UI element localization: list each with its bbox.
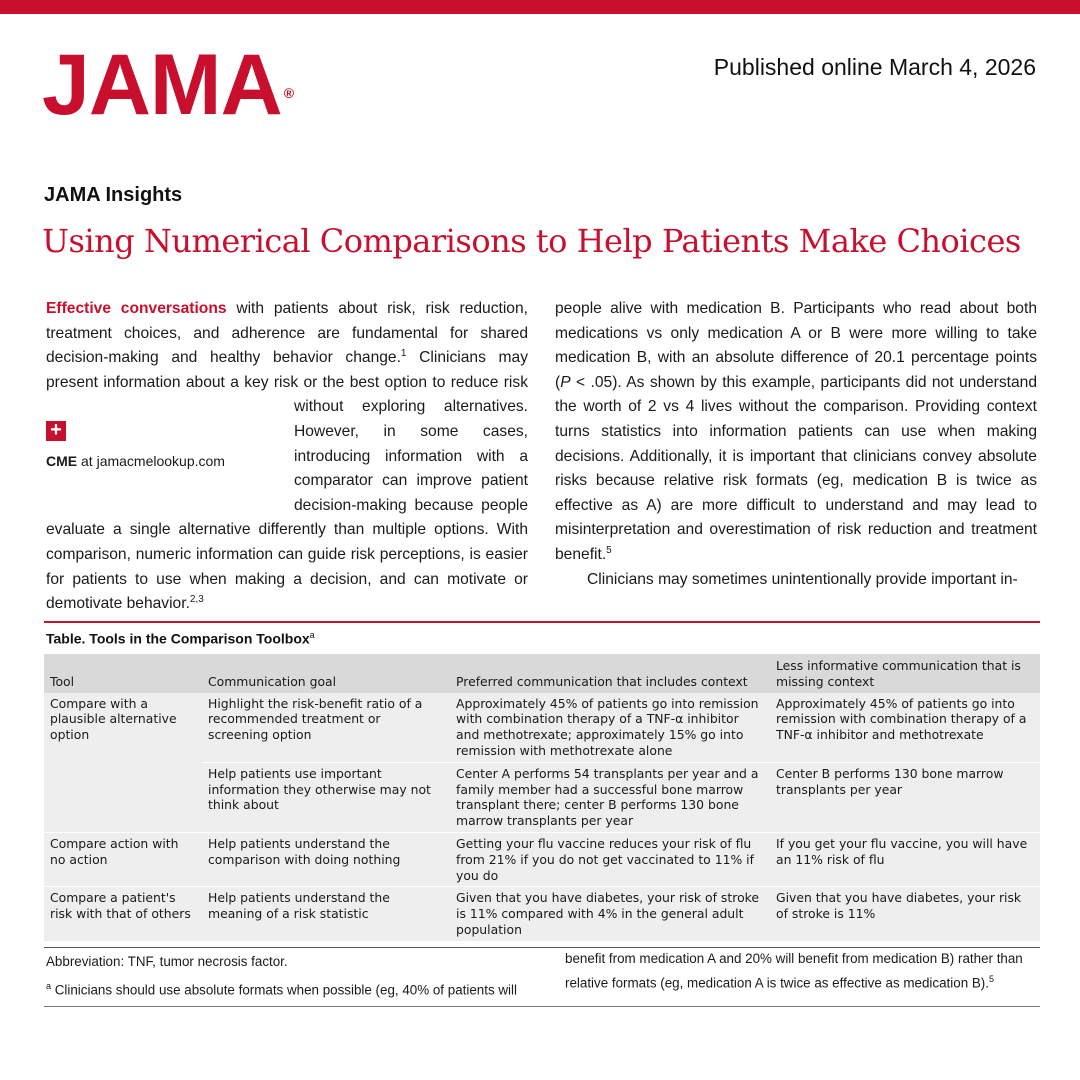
page-bottom-rule — [44, 1006, 1040, 1007]
table-cell-preferred: Center A performs 54 transplants per year and a family member had a successful bone marrow transplant there; center B performs 130 bone marrow transplants per year — [450, 762, 770, 832]
reference-marker[interactable]: 5 — [606, 544, 612, 556]
cme-link[interactable]: CME at jamacmelookup.com — [46, 453, 225, 470]
table-cell-preferred: Given that you have diabetes, your risk of stroke is 11% compared with 4% in the general adult population — [450, 887, 770, 941]
paragraph-intro: Effective conversations with patients about risk, risk reduction, treatment choices, and adherence are fundamental for shared decision-making and healthy behavior change.$^1$ Clinicians may present information about a key risk or the best option to reduce risk + CME at jamacmelookup.com without exploring alternatives. However, in some cases, introducing information with a comparator can improve patient decision-making because people evaluate a single alternative differently than multiple options. With comparison, numeric information can guide risk perceptions, is easier for patients to use when making a decision, and can motivate or demotivate behavior.$^{2,3}$ — [46, 300, 528, 613]
column-header: Less informative communication that is missing context — [770, 654, 1040, 693]
column-header: Preferred communication that includes context — [450, 654, 770, 693]
footnote-a-continued: benefit from medication A and 20% will benefit from medication B) rather than relative formats (eg, medication A is twice as effective as medication B).$^5$ — [565, 951, 1023, 991]
section-label: JAMA Insights — [44, 184, 183, 206]
top-accent-bar — [0, 0, 1080, 14]
reference-marker[interactable]: 2,3 — [189, 593, 204, 605]
table-row — [44, 887, 1040, 941]
table-cell-less: Center B performs 130 bone marrow transplants per year — [770, 762, 1040, 832]
table-cell-less: Given that you have diabetes, your risk of stroke is 11% — [770, 887, 1040, 941]
table-cell-tool: Compare a patient's risk with that of others — [44, 887, 202, 941]
cme-box — [46, 399, 294, 497]
lead-in: Effective conversations — [46, 300, 227, 317]
table-row — [44, 693, 1040, 763]
table-cell-tool: Compare with a plausible alternative option — [44, 693, 202, 833]
table-cell-preferred: Getting your flu vaccine reduces your risk of flu from 21% if you do not get vaccinated to 11% if you do — [450, 832, 770, 886]
table-cell-less: Approximately 45% of patients go into remission with combination therapy of a TNF-α inhibitor and methotrexate — [770, 693, 1040, 763]
publication-date: Published online March 4, 2026 — [713, 54, 1036, 80]
article-column-left — [46, 297, 528, 617]
article-title: Using Numerical Comparisons to Help Patients Make Choices — [42, 222, 1021, 260]
paragraph-next: Clinicians may sometimes unintentionally provide important in- — [587, 570, 1018, 588]
table-cell-goal: Highlight the risk-benefit ratio of a recommended treatment or screening option — [202, 693, 450, 763]
table-cell-tool: Compare action with no action — [44, 832, 202, 886]
article-column-right — [555, 297, 1037, 592]
table-row — [44, 832, 1040, 886]
table-title: Table. Tools in the Comparison Toolbox$^a$ — [46, 630, 315, 647]
comparison-table — [44, 654, 1040, 941]
paragraph-continued: people alive with medication B. Participants who read about both medications vs only medication A or B were more willing to take medication B, with an absolute difference of 20.1 percentage points (P < .05). As shown by this example, participants did not understand the worth of 2 vs 4 lives without the comparison. Providing context turns statistics into information patients can use when making decisions. Additionally, it is important that clinicians convey absolute risks because relative risk formats (eg, medication B is twice as effective as A) are more difficult to understand and may lead to misinterpretation and overestimation of risk reduction and treatment benefit.$^5$ — [555, 300, 1037, 563]
column-header: Tool — [44, 654, 202, 693]
column-header: Communication goal — [202, 654, 450, 693]
table-cell-goal: Help patients understand the comparison with doing nothing — [202, 832, 450, 886]
table-cell-goal: Help patients use important information they otherwise may not think about — [202, 762, 450, 832]
cme-plus-icon[interactable]: + — [46, 421, 66, 441]
table-bottom-rule — [44, 947, 1040, 948]
table-cell-preferred: Approximately 45% of patients go into remission with combination therapy of a TNF-α inhibitor and methotrexate; approximately 15% go into remission with methotrexate alone — [450, 693, 770, 763]
table-top-rule — [44, 621, 1040, 623]
reference-marker[interactable]: 1 — [400, 348, 407, 359]
journal-logo: JAMA ® — [42, 37, 295, 133]
table-header-row — [44, 654, 1040, 693]
footnote-abbreviation: Abbreviation: TNF, tumor necrosis factor. — [46, 954, 288, 969]
table-cell-less: If you get your flu vaccine, you will have an 11% risk of flu — [770, 832, 1040, 886]
table-cell-goal: Help patients understand the meaning of a risk statistic — [202, 887, 450, 941]
footnote-a: $^a$ Clinicians should use absolute formats when possible (eg, 40% of patients will — [46, 981, 517, 998]
